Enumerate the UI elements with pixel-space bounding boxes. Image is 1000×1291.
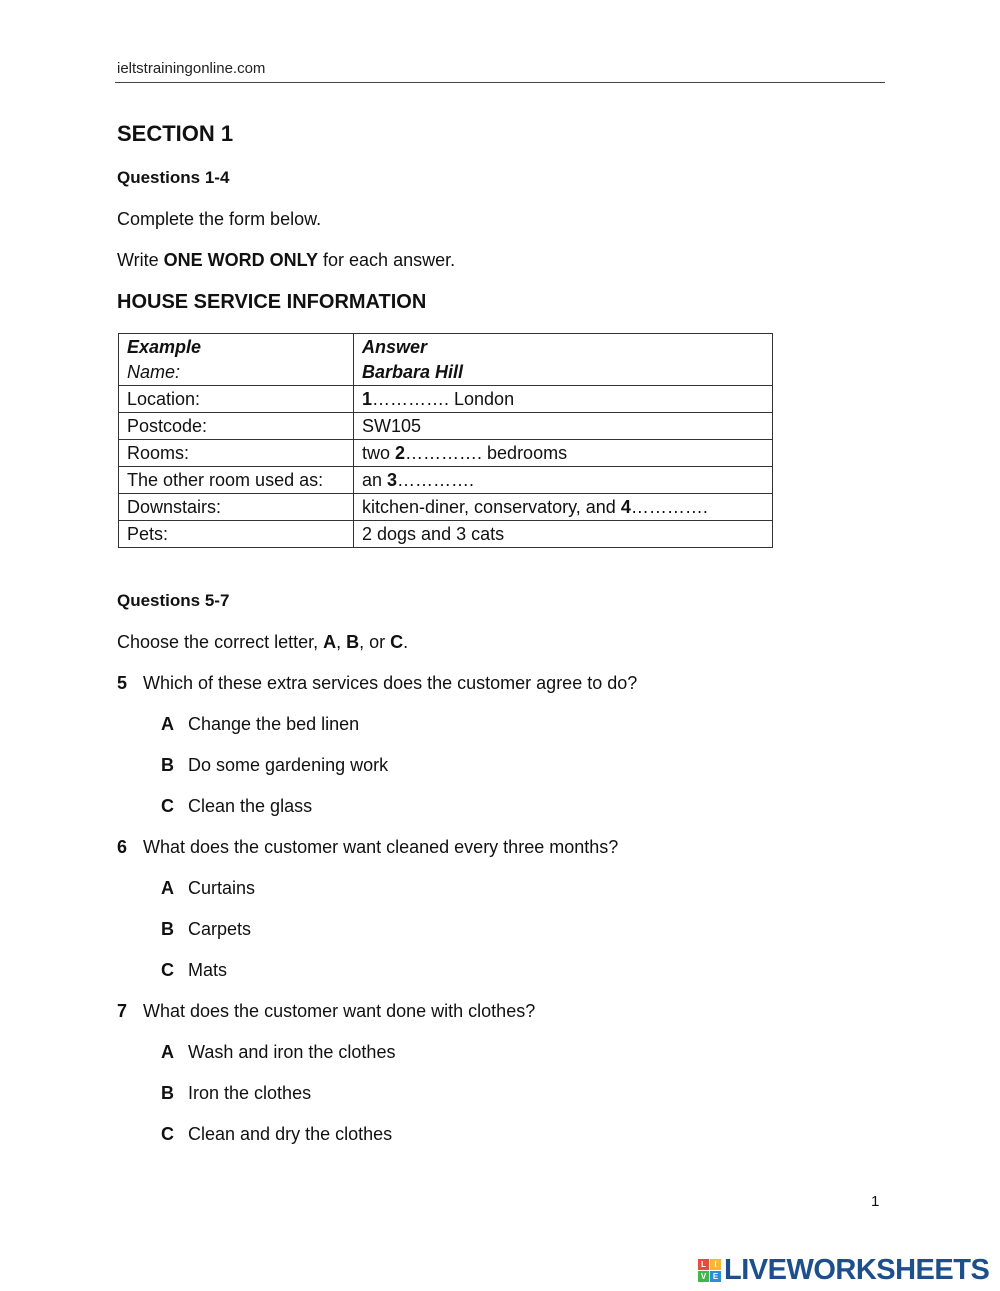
liveworksheets-logo[interactable] xyxy=(698,1255,989,1285)
question-5-option-c[interactable] xyxy=(161,796,312,817)
instruction-complete-form: Complete the form below. xyxy=(117,209,322,229)
letter-a: A xyxy=(323,632,337,652)
option-letter: A xyxy=(161,878,174,898)
instruction-pre: Write xyxy=(117,250,164,270)
option-text: Change the bed linen xyxy=(188,714,360,734)
option-text: Mats xyxy=(188,960,228,980)
logo-block: L xyxy=(698,1259,709,1270)
gap-number: 2 xyxy=(395,442,406,463)
gap-number: 3 xyxy=(387,469,398,490)
header-rule xyxy=(115,82,885,83)
value-pre: SW105 xyxy=(362,415,422,436)
instruction-post: for each answer. xyxy=(318,250,456,270)
form-row-label: The other room used as: xyxy=(119,467,354,494)
form-row-label: Location: xyxy=(119,386,354,413)
separator: , or xyxy=(359,632,391,652)
gap-number: 4 xyxy=(620,496,631,517)
question-7 xyxy=(117,1001,535,1022)
answer-gap: …………. xyxy=(630,496,708,517)
form-row-value xyxy=(354,440,773,467)
form-title: HOUSE SERVICE INFORMATION xyxy=(117,291,427,313)
question-6-option-c[interactable] xyxy=(161,960,227,981)
form-row-label: Downstairs: xyxy=(119,494,354,521)
option-letter: B xyxy=(161,919,174,939)
value-pre: kitchen-diner, conservatory, and xyxy=(362,496,621,517)
option-letter: B xyxy=(161,755,174,775)
option-letter: A xyxy=(161,1042,174,1062)
letter-b: B xyxy=(346,632,360,652)
question-number: 7 xyxy=(117,1001,128,1021)
form-row-label: Postcode: xyxy=(119,413,354,440)
form-example-row xyxy=(119,334,773,386)
form-row-value xyxy=(354,494,773,521)
logo-block: I xyxy=(710,1259,721,1270)
example-label: Example xyxy=(127,336,202,357)
example-answer-cell xyxy=(354,334,773,386)
question-7-option-b[interactable] xyxy=(161,1083,311,1104)
instruction-choose-letter xyxy=(117,632,408,653)
logo-block: E xyxy=(710,1271,721,1282)
logo-blocks-icon xyxy=(698,1259,721,1282)
question-7-option-c[interactable] xyxy=(161,1124,392,1145)
value-pre: 2 dogs and 3 cats xyxy=(362,523,505,544)
value-pre: an xyxy=(362,469,388,490)
logo-text: LIVEWORKSHEETS xyxy=(724,1253,990,1286)
example-name-label: Name: xyxy=(127,361,181,382)
form-row-value xyxy=(354,386,773,413)
instruction-post: . xyxy=(403,632,409,652)
answer-gap: …………. xyxy=(397,469,475,490)
site-url: ieltstrainingonline.com xyxy=(117,60,266,77)
form-row-label: Pets: xyxy=(119,521,354,548)
separator: , xyxy=(336,632,347,652)
section-title: SECTION 1 xyxy=(117,121,234,146)
option-text: Clean and dry the clothes xyxy=(188,1124,393,1144)
answer-gap: …………. bedrooms xyxy=(405,442,568,463)
question-text: Which of these extra services does the customer agree to do? xyxy=(143,673,638,693)
form-row-label: Rooms: xyxy=(119,440,354,467)
option-text: Wash and iron the clothes xyxy=(188,1042,396,1062)
question-number: 6 xyxy=(117,837,128,857)
question-7-option-a[interactable] xyxy=(161,1042,395,1063)
questions-5-7-heading: Questions 5-7 xyxy=(117,591,230,610)
form-row xyxy=(119,467,773,494)
instruction-bold: ONE WORD ONLY xyxy=(163,250,319,270)
question-6 xyxy=(117,837,618,858)
form-row xyxy=(119,494,773,521)
instruction-word-limit xyxy=(117,250,455,271)
option-letter: A xyxy=(161,714,174,734)
question-5-option-a[interactable] xyxy=(161,714,359,735)
question-number: 5 xyxy=(117,673,128,693)
option-letter: C xyxy=(161,796,174,816)
option-text: Curtains xyxy=(188,878,256,898)
option-letter: C xyxy=(161,960,174,980)
question-6-option-b[interactable] xyxy=(161,919,251,940)
option-letter: B xyxy=(161,1083,174,1103)
question-5 xyxy=(117,673,637,694)
letter-c: C xyxy=(390,632,404,652)
logo-block: V xyxy=(698,1271,709,1282)
form-row xyxy=(119,413,773,440)
option-text: Iron the clothes xyxy=(188,1083,312,1103)
example-label-cell xyxy=(119,334,354,386)
question-5-option-b[interactable] xyxy=(161,755,388,776)
questions-1-4-heading: Questions 1-4 xyxy=(117,168,230,187)
value-pre: two xyxy=(362,442,396,463)
form-row-value xyxy=(354,413,773,440)
example-answer-label: Answer xyxy=(362,336,428,357)
instruction-pre: Choose the correct letter, xyxy=(117,632,324,652)
form-row xyxy=(119,386,773,413)
answer-gap: …………. London xyxy=(372,388,515,409)
example-answer-value: Barbara Hill xyxy=(362,361,464,382)
option-letter: C xyxy=(161,1124,174,1144)
gap-number: 1 xyxy=(362,388,373,409)
option-text: Carpets xyxy=(188,919,252,939)
form-row xyxy=(119,440,773,467)
page-number: 1 xyxy=(871,1193,880,1210)
option-text: Clean the glass xyxy=(188,796,313,816)
form-row-value xyxy=(354,467,773,494)
form-row-value xyxy=(354,521,773,548)
question-text: What does the customer want done with clothes? xyxy=(143,1001,536,1021)
option-text: Do some gardening work xyxy=(188,755,389,775)
question-text: What does the customer want cleaned every three months? xyxy=(143,837,619,857)
form-row xyxy=(119,521,773,548)
question-6-option-a[interactable] xyxy=(161,878,255,899)
house-service-form xyxy=(118,333,773,548)
